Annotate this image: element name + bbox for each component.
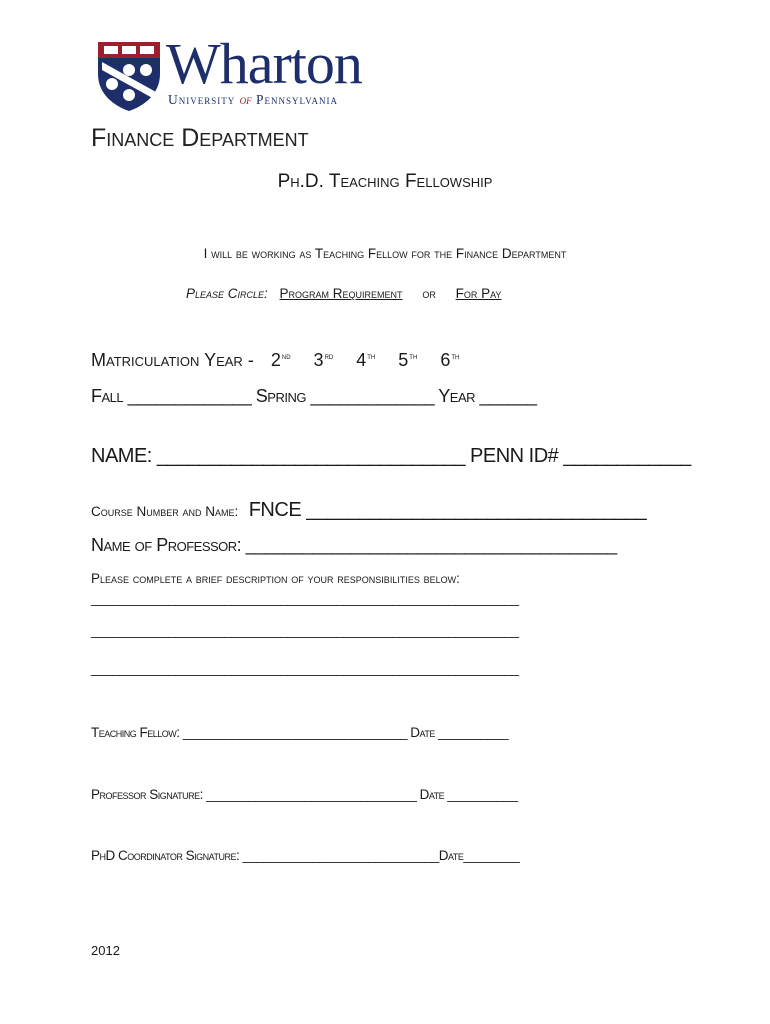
matriculation-label: Matriculation Year - <box>91 350 254 370</box>
term-fields[interactable]: Fall _____________ Spring _____________ Year ______ <box>91 386 537 406</box>
professor-signature[interactable]: Professor Signature: ______________________________ Date __________ <box>91 787 518 802</box>
course-row <box>91 499 646 522</box>
circle-label: Please Circle: <box>186 286 268 301</box>
year-option-6[interactable]: 6th <box>440 350 460 370</box>
year-option-2[interactable]: 2nd <box>270 350 291 370</box>
logo-subtitle: University of Pennsylvania <box>168 92 339 107</box>
statement-text: I will be working as Teaching Fellow for the Finance Department <box>203 246 567 261</box>
description-line-3[interactable]: _____________________________________________________________ <box>91 661 519 676</box>
wharton-logo <box>96 31 406 112</box>
or-text: or <box>422 286 436 301</box>
course-label: Course Number and Name: <box>91 504 239 519</box>
year-option-3[interactable]: 3rd <box>313 350 334 370</box>
option-program-requirement[interactable]: Program Requirement <box>279 286 403 301</box>
name-pennid-fields[interactable]: NAME: _____________________________ PENN ID# ____________ <box>91 445 691 467</box>
circle-options <box>186 286 501 301</box>
description-line-1[interactable]: _____________________________________________________________ <box>91 591 519 606</box>
coordinator-signature[interactable]: PhD Coordinator Signature: ____________________________Date________ <box>91 848 520 863</box>
course-field[interactable]: FNCE ________________________________ <box>248 499 647 521</box>
description-label: Please complete a brief description of your responsibilities below: <box>91 571 460 586</box>
penn-shield-icon <box>96 40 162 112</box>
footer-year: 2012 <box>91 943 120 958</box>
year-option-5[interactable]: 5th <box>398 350 418 370</box>
year-option-4[interactable]: 4th <box>356 350 376 370</box>
logo-wordmark: Wharton <box>166 31 362 96</box>
matriculation-row <box>91 350 477 371</box>
option-for-pay[interactable]: For Pay <box>455 286 502 301</box>
program-title: Ph.D. Teaching Fellowship <box>277 171 493 192</box>
professor-name-field[interactable]: Name of Professor: _______________________________________ <box>91 535 617 555</box>
department-title: Finance Department <box>91 124 309 152</box>
teaching-fellow-signature[interactable]: Teaching Fellow: ________________________________ Date __________ <box>91 725 509 740</box>
description-line-2[interactable]: _____________________________________________________________ <box>91 623 519 638</box>
